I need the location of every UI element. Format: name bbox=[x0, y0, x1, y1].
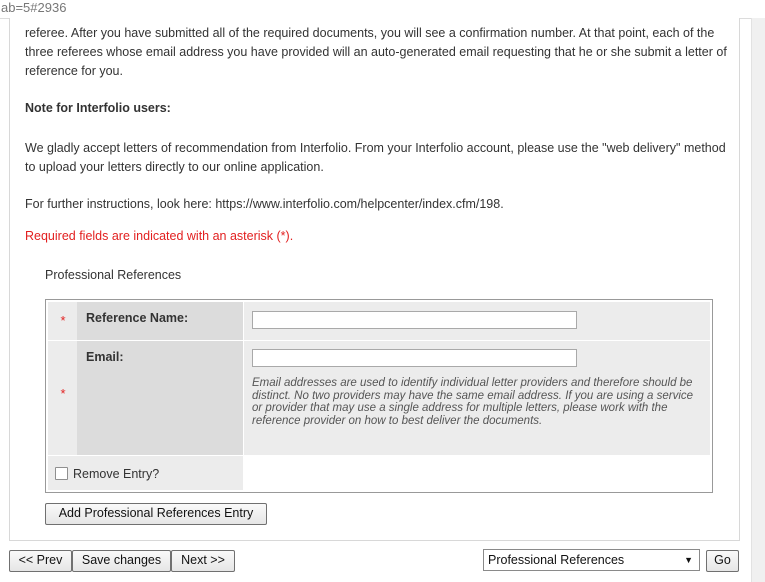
save-changes-button[interactable]: Save changes bbox=[72, 550, 171, 572]
required-cell bbox=[48, 302, 77, 340]
required-asterisk: * bbox=[60, 386, 66, 401]
interfolio-note-heading: Note for Interfolio users: bbox=[25, 101, 171, 115]
remove-entry-checkbox[interactable] bbox=[55, 467, 68, 480]
reference-name-cell bbox=[244, 302, 710, 340]
email-input[interactable] bbox=[252, 349, 577, 367]
go-button[interactable]: Go bbox=[706, 550, 739, 572]
email-cell bbox=[244, 341, 710, 455]
email-label: Email: bbox=[77, 341, 243, 455]
remove-entry-cell bbox=[48, 456, 243, 490]
remove-entry-label[interactable]: Remove Entry? bbox=[73, 467, 160, 481]
required-fields-note: Required fields are indicated with an asterisk (*). bbox=[25, 229, 294, 243]
vertical-scrollbar[interactable] bbox=[751, 18, 765, 582]
instructions-paragraph: referee. After you have submitted all of the required documents, you will see a confirmation number. At that point, each of the three referees whose email address you have provided will an auto-generated email requesting that he or she submit a letter of reference for you. bbox=[25, 26, 727, 78]
url-fragment: ab=5#2936 bbox=[1, 0, 67, 15]
required-asterisk: * bbox=[60, 313, 66, 328]
dropdown-arrow-icon: ▼ bbox=[684, 555, 693, 565]
prev-button[interactable]: << Prev bbox=[9, 550, 72, 572]
reference-name-label: Reference Name: bbox=[77, 302, 243, 340]
required-cell bbox=[48, 341, 77, 455]
reference-name-input[interactable] bbox=[252, 311, 577, 329]
interfolio-paragraph: We gladly accept letters of recommendation from Interfolio. From your Interfolio account, please use the "web delivery" method to upload your letters directly to our online application. bbox=[25, 141, 726, 174]
add-reference-button[interactable]: Add Professional References Entry bbox=[45, 503, 267, 525]
reference-entry bbox=[45, 299, 713, 493]
address-bar[interactable] bbox=[0, 0, 765, 19]
section-select-value: Professional References bbox=[488, 553, 625, 567]
next-button[interactable]: Next >> bbox=[171, 550, 235, 572]
section-title: Professional References bbox=[45, 268, 182, 282]
form-content bbox=[9, 18, 740, 541]
further-instructions: For further instructions, look here: https://www.interfolio.com/helpcenter/index.cfm/198. bbox=[25, 197, 504, 211]
section-select[interactable] bbox=[483, 549, 700, 571]
email-help-text: Email addresses are used to identify individual letter providers and therefore should be distinct. No two providers may have the same email address. If you are using a service or provider that may use a single address for multiple letters, please work with the reference provider on how to best deliver the documents. bbox=[252, 377, 694, 427]
